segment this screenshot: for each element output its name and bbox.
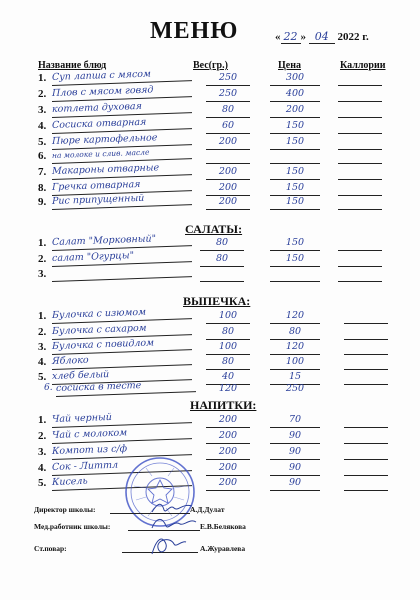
- dish-name: Чай с молоком: [52, 425, 192, 444]
- menu-row: [0, 411, 420, 428]
- dish-price: 400: [270, 88, 320, 102]
- menu-row: [0, 322, 420, 340]
- dish-calories: [338, 166, 382, 180]
- dish-weight: 120: [218, 383, 238, 394]
- dish-name: Кисель: [52, 472, 192, 491]
- row-number: 2.: [38, 88, 47, 100]
- dish-name: Салат "Морковный": [52, 232, 192, 251]
- dish-calories: [344, 430, 388, 444]
- menu-row: [0, 356, 420, 370]
- dish-calories: [338, 196, 382, 210]
- dish-calories: [338, 182, 382, 196]
- dish-name: Пюре картофельное: [52, 131, 192, 150]
- dish-name: на молоке и слив. масле: [52, 145, 192, 164]
- row-number: 5.: [38, 477, 47, 489]
- dish-calories: [338, 237, 382, 251]
- dish-calories: [338, 72, 382, 86]
- row-number: 1.: [38, 72, 47, 84]
- dish-name: Рис припущенный: [52, 191, 192, 210]
- menu-row: [0, 477, 420, 491]
- row-number: 6.: [38, 150, 47, 162]
- dish-price: 90: [270, 446, 320, 460]
- dish-weight: 200: [206, 446, 250, 460]
- row-number: 6.: [44, 383, 53, 393]
- drinks-heading: НАПИТКИ:: [190, 398, 257, 412]
- menu-row: [0, 306, 420, 324]
- menu-row: [0, 116, 420, 134]
- dish-price: 90: [270, 477, 320, 491]
- dish-calories: [344, 356, 388, 370]
- row-number: 1.: [38, 414, 47, 426]
- cook-name: А.Журавлева: [200, 544, 246, 553]
- date-year: 2022 г.: [337, 31, 369, 43]
- dish-weight: 80: [200, 253, 244, 267]
- dish-name: Чай черный: [52, 409, 192, 428]
- row-number: 2.: [38, 253, 47, 265]
- dish-weight: 250: [206, 72, 250, 86]
- row-number: 4.: [38, 120, 47, 132]
- dish-name: Макароны отварные: [52, 161, 192, 180]
- dish-price: 150: [270, 136, 320, 150]
- dish-calories: [344, 310, 388, 324]
- dish-weight: 100: [206, 341, 250, 355]
- menu-row: [0, 250, 420, 267]
- menu-row: [0, 192, 420, 210]
- dish-calories: [338, 104, 382, 118]
- row-number: 8.: [38, 182, 47, 194]
- dish-weight: 200: [206, 136, 250, 150]
- cook-label: Ст.повар:: [34, 544, 67, 553]
- dish-calories: [344, 341, 388, 355]
- menu-row: [0, 100, 420, 118]
- menu-row: [0, 268, 420, 282]
- dish-calories: [344, 326, 388, 340]
- menu-row: [0, 380, 420, 397]
- dish-weight: 250: [206, 88, 250, 102]
- dish-name: хлеб белый: [52, 366, 192, 385]
- medic-name: Е.В.Белякова: [200, 522, 246, 531]
- row-number: 2.: [38, 326, 47, 338]
- dish-name: Гречка отварная: [52, 177, 192, 196]
- dish-name: Яблоко: [52, 351, 192, 370]
- dish-price: 300: [270, 72, 320, 86]
- dish-weight: [200, 268, 244, 282]
- row-number: 3.: [38, 341, 47, 353]
- dish-name: Булочка с сахаром: [52, 321, 192, 340]
- dish-weight: 80: [206, 356, 250, 370]
- cook-signature: [148, 530, 188, 558]
- dish-weight: 80: [206, 326, 250, 340]
- dish-calories: [338, 268, 382, 282]
- dish-price: 150: [270, 196, 320, 210]
- dish-price: 200: [270, 104, 320, 118]
- column-header-name: Название блюд: [38, 60, 107, 71]
- dish-price: 150: [270, 166, 320, 180]
- dish-calories: [344, 446, 388, 460]
- column-header-calories: Каллории: [340, 60, 386, 71]
- menu-row: [0, 427, 420, 444]
- dish-name: Суп лапша с мясом: [52, 67, 192, 86]
- dish-weight: [206, 150, 250, 164]
- dish-name: Плов с мясом говяд: [52, 83, 192, 102]
- dish-weight: 200: [206, 462, 250, 476]
- row-number: 7.: [38, 166, 47, 178]
- dish-weight: 200: [206, 166, 250, 180]
- column-header-weight: Вес(гр.): [193, 60, 228, 71]
- row-number: 1.: [38, 237, 47, 249]
- dish-price: 120: [270, 310, 320, 324]
- dish-price: 90: [270, 462, 320, 476]
- dish-weight: 200: [206, 182, 250, 196]
- row-number: 1.: [38, 310, 47, 322]
- dish-weight: 200: [206, 430, 250, 444]
- director-label: Директор школы:: [34, 505, 96, 514]
- dish-calories: [338, 150, 382, 164]
- dish-weight: 40: [206, 371, 250, 385]
- menu-row: [0, 178, 420, 196]
- date-month: 04: [309, 30, 335, 44]
- dish-weight: 200: [206, 196, 250, 210]
- menu-row: [0, 443, 420, 460]
- menu-row: [0, 84, 420, 102]
- menu-row: [0, 162, 420, 180]
- menu-row: [0, 68, 420, 86]
- dish-weight: 200: [206, 477, 250, 491]
- dish-price: 150: [270, 237, 320, 251]
- dish-price: 100: [270, 356, 320, 370]
- page-title: МЕНЮ: [150, 18, 239, 44]
- dish-weight: 80: [206, 104, 250, 118]
- row-number: 3.: [38, 104, 47, 116]
- dish-calories: [338, 253, 382, 267]
- dish-name: сосиска в тесте: [56, 378, 196, 397]
- row-number: 2.: [38, 430, 47, 442]
- dish-name: салат "Огурцы": [52, 248, 192, 267]
- dish-price: 15: [270, 371, 320, 385]
- row-number: 5.: [38, 371, 47, 383]
- bakery-heading: ВЫПЕЧКА:: [183, 294, 251, 308]
- menu-row: [0, 337, 420, 355]
- dish-weight: 80: [200, 237, 244, 251]
- date-day: 22: [281, 30, 301, 44]
- row-number: 3.: [38, 268, 47, 280]
- dish-calories: [338, 88, 382, 102]
- column-header-price: Цена: [278, 60, 301, 71]
- director-name: А.Д.Дулат: [190, 505, 225, 514]
- dish-weight: 100: [206, 310, 250, 324]
- menu-row: [0, 147, 420, 164]
- row-number: 3.: [38, 446, 47, 458]
- dish-calories: [338, 136, 382, 150]
- salads-heading: САЛАТЫ:: [185, 222, 243, 236]
- row-number: 5.: [38, 136, 47, 148]
- menu-row: [0, 459, 420, 476]
- dish-price: [270, 150, 320, 164]
- dish-price: 90: [270, 430, 320, 444]
- dish-price: 250: [285, 383, 305, 394]
- dish-price: 150: [270, 253, 320, 267]
- dish-name: Булочка с повидлом: [52, 336, 192, 355]
- dish-price: 150: [270, 120, 320, 134]
- dish-price: 80: [270, 326, 320, 340]
- dish-calories: [344, 477, 388, 491]
- dish-weight: 60: [206, 120, 250, 134]
- dish-price: 120: [270, 341, 320, 355]
- dish-calories: [344, 414, 388, 428]
- dish-calories: [338, 120, 382, 134]
- row-number: 4.: [38, 462, 47, 474]
- date-open-quote: «: [275, 31, 281, 43]
- medic-label: Мед.работник школы:: [34, 522, 111, 531]
- menu-row: [0, 132, 420, 150]
- dish-name: Компот из с/ф: [52, 441, 192, 460]
- dish-weight: 200: [206, 414, 250, 428]
- dish-name: Булочка с изюмом: [52, 305, 192, 324]
- dish-price: 150: [270, 182, 320, 196]
- date-close-quote: »: [300, 31, 306, 43]
- dish-price: [270, 268, 320, 282]
- dish-name: котлета духовая: [52, 99, 192, 118]
- row-number: 4.: [38, 356, 47, 368]
- dish-name: Сок - Литтл: [52, 457, 192, 476]
- dish-name: Сосиска отварная: [52, 115, 192, 134]
- menu-row: [0, 233, 420, 251]
- dish-price: 70: [270, 414, 320, 428]
- row-number: 9.: [38, 196, 47, 208]
- menu-date: [275, 30, 369, 44]
- dish-calories: [344, 462, 388, 476]
